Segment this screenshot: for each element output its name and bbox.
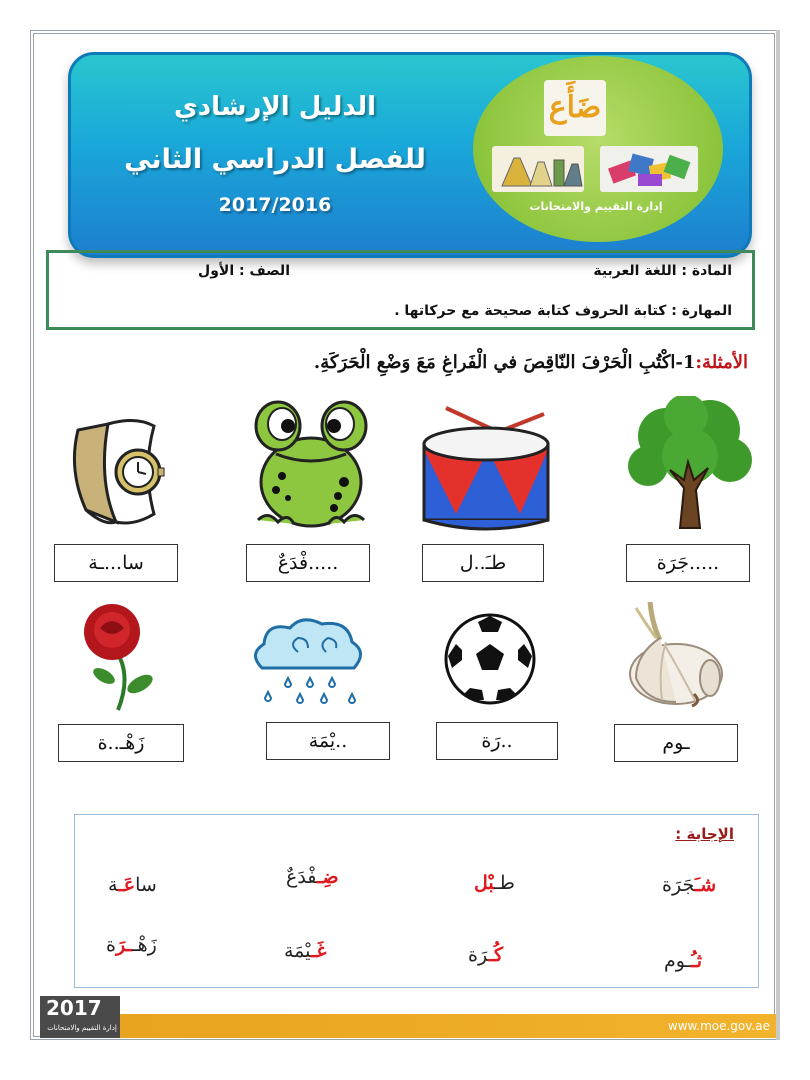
answer-key-title: الإجابة :: [675, 825, 734, 843]
answer-box-tree[interactable]: .....جَرَة: [626, 544, 750, 582]
soccer-ball-icon: [440, 610, 540, 708]
subject-info-box: [46, 250, 755, 330]
answer-rose-pre: زَهْـ: [132, 934, 157, 956]
frog-icon: [248, 398, 374, 534]
brand-logo-text: ضَأَع: [548, 90, 602, 125]
answer-rose: [106, 934, 157, 956]
answer-frog-letter: ضِـ: [316, 866, 339, 888]
answer-drum-letter: بْل: [474, 872, 495, 894]
footer-url[interactable]: www.moe.gov.ae: [667, 1019, 770, 1033]
answer-tree-rest: جَرَة: [662, 874, 695, 896]
answer-drum: [474, 872, 515, 894]
answer-box-cloud[interactable]: ..يْمَة: [266, 722, 390, 760]
answer-cloud: [284, 940, 326, 962]
answer-box-watch[interactable]: سا...ـة: [54, 544, 178, 582]
answer-tree-letter: شـَ: [694, 874, 717, 896]
footer-year: 2017: [46, 996, 102, 1020]
answer-rose-letter: ـرَ: [115, 934, 133, 956]
books-image: [600, 146, 698, 192]
answer-ball: [468, 944, 503, 966]
banner-year: 2017/2016: [218, 194, 332, 216]
page-shadow-strip: [776, 30, 780, 1040]
banner-title: الدليل الإرشادي: [173, 92, 377, 122]
answer-ball-rest: رَة: [468, 944, 489, 966]
answer-frog-rest: فْدَعٌ: [286, 866, 317, 888]
watch-icon: [58, 410, 170, 530]
answer-watch-letter: عَـ: [118, 874, 136, 896]
banner-org: إدارة التقييم والامتحانات: [529, 200, 663, 213]
answer-watch-rest: ة: [108, 874, 119, 896]
answer-watch-pre: سا: [135, 874, 157, 896]
answer-frog: [286, 866, 339, 888]
answer-box-frog[interactable]: .....فْدَعٌ: [246, 544, 370, 582]
question-text: [314, 352, 748, 373]
answer-cloud-letter: غَـ: [310, 940, 327, 962]
skill-label: المهارة : كتابة الحروف كتابة صحيحة مع حركاتها .: [394, 303, 732, 319]
cloud-rain-icon: [248, 614, 368, 710]
answer-box-drum[interactable]: طـَ..ل: [422, 544, 544, 582]
answer-drum-pre: طـ: [494, 872, 515, 894]
rose-icon: [70, 600, 170, 712]
books-icon: [600, 146, 698, 192]
answer-box-rose[interactable]: زَهْـ..ة: [58, 724, 184, 762]
answer-box-ball[interactable]: ..رَة: [436, 722, 558, 760]
drum-icon: [416, 404, 556, 532]
answer-key-panel: [74, 814, 759, 988]
answer-garlic-letter: ثـُ: [691, 950, 703, 972]
flask-icon: [492, 146, 584, 192]
answer-watch: [108, 874, 157, 896]
garlic-icon: [606, 594, 728, 710]
answer-rose-rest: ة: [106, 934, 116, 956]
question-body: 1-اكْتُبِ الْحَرْفَ النّاقِصَ في الْفَراغِ مَعَ وَضْعِ الْحَرَكَةِ.: [313, 352, 696, 373]
brand-logo: [544, 80, 606, 136]
subject-label: المادة : اللغة العربية: [593, 263, 732, 279]
lab-flasks-image: [492, 146, 584, 192]
answer-garlic-rest: ـوم: [664, 950, 692, 972]
answer-cloud-rest: يْمَة: [284, 940, 311, 962]
answer-tree: [662, 874, 716, 896]
answer-garlic: [664, 950, 702, 972]
answer-box-garlic[interactable]: ـوم: [614, 724, 738, 762]
banner-subtitle: للفصل الدراسي الثاني: [124, 144, 426, 175]
grade-label: الصف : الأول: [198, 263, 290, 279]
answer-ball-letter: كُـ: [488, 944, 504, 966]
tree-icon: [626, 396, 756, 532]
question-prefix: الأمثلة:: [695, 352, 748, 373]
footer-org: إدارة التقييم والامتحانات: [47, 1024, 117, 1032]
